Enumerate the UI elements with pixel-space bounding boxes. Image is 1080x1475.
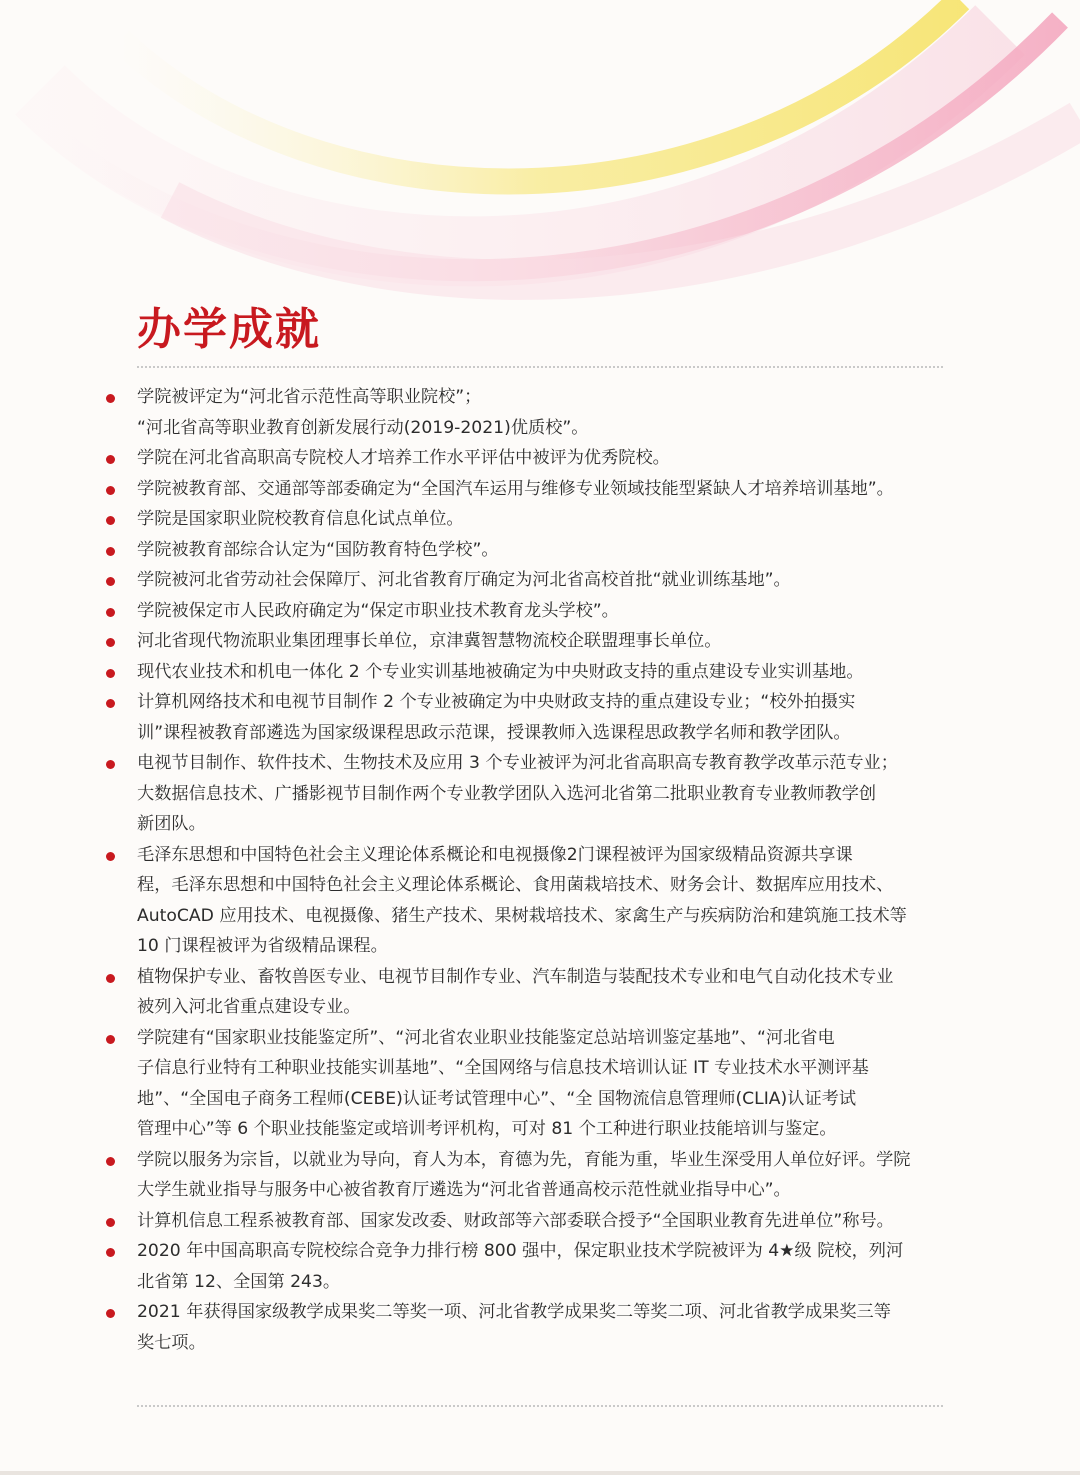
achievement-item — [0, 748, 1080, 840]
achievement-text-line: 子信息行业特有工种职业技能实训基地”、“全国网络与信息技术培训认证 IT 专业技术水平测评基 — [137, 1058, 869, 1078]
achievement-text-line: 2021 年获得国家级教学成果奖二等奖一项、河北省教学成果奖二等奖二项、河北省教学成果奖三等 — [137, 1302, 891, 1322]
achievement-item — [0, 382, 1080, 443]
red-dot-icon — [106, 486, 115, 495]
achievement-text-line: 计算机网络技术和电视节目制作 2 个专业被确定为中央财政支持的重点建设专业；“校外拍摄实 — [137, 692, 856, 712]
achievement-text-line: 学院是国家职业院校教育信息化试点单位。 — [137, 509, 464, 529]
achievement-item — [0, 687, 1080, 748]
achievement-text-line: 学院被评定为“河北省示范性高等职业院校”； — [137, 387, 482, 407]
red-dot-icon — [106, 547, 115, 556]
bottom-border — [0, 1471, 1080, 1475]
red-dot-icon — [106, 760, 115, 769]
red-dot-icon — [106, 577, 115, 586]
achievement-text-line: 电视节目制作、软件技术、生物技术及应用 3 个专业被评为河北省高职高专教育教学改革示范专业； — [137, 753, 898, 773]
achievement-item — [0, 657, 1080, 688]
achievement-text-line: 河北省现代物流职业集团理事长单位，京津冀智慧物流校企联盟理事长单位。 — [137, 631, 722, 651]
achievement-text-line: 2020 年中国高职高专院校综合竞争力排行榜 800 强中，保定职业技术学院被评为 4★级 院校，列河 — [137, 1241, 904, 1261]
achievement-text-line: 程，毛泽东思想和中国特色社会主义理论体系概论、食用菌栽培技术、财务会计、数据库应用技术、 — [137, 875, 894, 895]
achievement-text-line: 毛泽东思想和中国特色社会主义理论体系概论和电视摄像2门课程被评为国家级精品资源共享课 — [137, 844, 853, 865]
achievement-text-line: 新团队。 — [137, 814, 206, 834]
achievement-item — [0, 1206, 1080, 1237]
achievement-text-line: 管理中心”等 6 个职业技能鉴定或培训考评机构，可对 81 个工种进行职业技能培训与鉴定。 — [137, 1119, 837, 1139]
achievement-item — [0, 565, 1080, 596]
bottom-divider — [137, 1405, 943, 1407]
achievement-item — [0, 1023, 1080, 1145]
achievement-text-line: 现代农业技术和机电一体化 2 个专业实训基地被确定为中央财政支持的重点建设专业实训基地。 — [137, 661, 864, 682]
red-dot-icon — [106, 852, 115, 861]
achievement-item — [0, 1297, 1080, 1358]
achievement-text-line: “河北省高等职业教育创新发展行动(2019-2021)优质校”。 — [137, 417, 589, 438]
red-dot-icon — [106, 638, 115, 647]
red-dot-icon — [106, 516, 115, 525]
achievement-item — [0, 504, 1080, 535]
achievement-text-line: 地”、“全国电子商务工程师(CEBE)认证考试管理中心”、“全 国物流信息管理师(CLIA)认证考试 — [137, 1088, 857, 1109]
red-dot-icon — [106, 608, 115, 617]
red-dot-icon — [106, 394, 115, 403]
red-dot-icon — [106, 974, 115, 983]
achievement-text-line: 学院在河北省高职高专院校人才培养工作水平评估中被评为优秀院校。 — [137, 448, 670, 468]
achievement-text-line: 10 门课程被评为省级精品课程。 — [137, 936, 388, 956]
red-dot-icon — [106, 1218, 115, 1227]
red-dot-icon — [106, 1035, 115, 1044]
red-dot-icon — [106, 455, 115, 464]
achievement-text-line: 学院被教育部综合认定为“国防教育特色学校”。 — [137, 539, 499, 560]
achievement-text-line: 北省第 12、全国第 243。 — [137, 1271, 341, 1292]
achievement-item — [0, 474, 1080, 505]
achievement-item — [0, 596, 1080, 627]
red-dot-icon — [106, 669, 115, 678]
red-dot-icon — [106, 1309, 115, 1318]
achievement-text-line: 植物保护专业、畜牧兽医专业、电视节目制作专业、汽车制造与装配技术专业和电气自动化技术专业 — [137, 966, 894, 987]
achievement-item — [0, 535, 1080, 566]
achievement-text-line: 学院被教育部、交通部等部委确定为“全国汽车运用与维修专业领域技能型紧缺人才培养培训基地”。 — [137, 478, 894, 499]
achievement-text-line: 学院被保定市人民政府确定为“保定市职业技术教育龙头学校”。 — [137, 600, 619, 621]
achievement-item — [0, 443, 1080, 474]
achievement-text-line: 大数据信息技术、广播影视节目制作两个专业教学团队入选河北省第二批职业教育专业教师教学创 — [137, 783, 877, 804]
achievement-list — [0, 382, 1080, 1358]
title-divider — [137, 366, 943, 368]
achievement-text-line: AutoCAD 应用技术、电视摄像、猪生产技术、果树栽培技术、家禽生产与疾病防治和建筑施工技术等 — [137, 905, 907, 926]
achievement-text-line: 奖七项。 — [137, 1332, 206, 1353]
achievement-text-line: 学院建有“国家职业技能鉴定所”、“河北省农业职业技能鉴定总站培训鉴定基地”、“河北省电 — [137, 1027, 835, 1048]
achievement-item — [0, 1236, 1080, 1297]
achievement-item — [0, 1145, 1080, 1206]
achievement-text-line: 学院被河北省劳动社会保障厅、河北省教育厅确定为河北省高校首批“就业训练基地”。 — [137, 570, 791, 590]
achievement-item — [0, 626, 1080, 657]
red-dot-icon — [106, 1157, 115, 1166]
achievement-text-line: 大学生就业指导与服务中心被省教育厅遴选为“河北省普通高校示范性就业指导中心”。 — [137, 1180, 791, 1200]
achievement-text-line: 被列入河北省重点建设专业。 — [137, 997, 361, 1017]
achievement-text-line: 学院以服务为宗旨，以就业为导向，育人为本，育德为先，育能为重，毕业生深受用人单位好评。学院 — [137, 1149, 911, 1170]
red-dot-icon — [106, 1248, 115, 1257]
achievement-text-line: 计算机信息工程系被教育部、国家发改委、财政部等六部委联合授予“全国职业教育先进单位”称号。 — [137, 1210, 894, 1231]
page-title: 办学成就 — [137, 304, 321, 355]
achievement-item — [0, 840, 1080, 962]
achievement-item — [0, 962, 1080, 1023]
achievement-text-line: 训”课程被教育部遴选为国家级课程思政示范课，授课教师入选课程思政教学名师和教学团队。 — [137, 722, 851, 743]
red-dot-icon — [106, 699, 115, 708]
